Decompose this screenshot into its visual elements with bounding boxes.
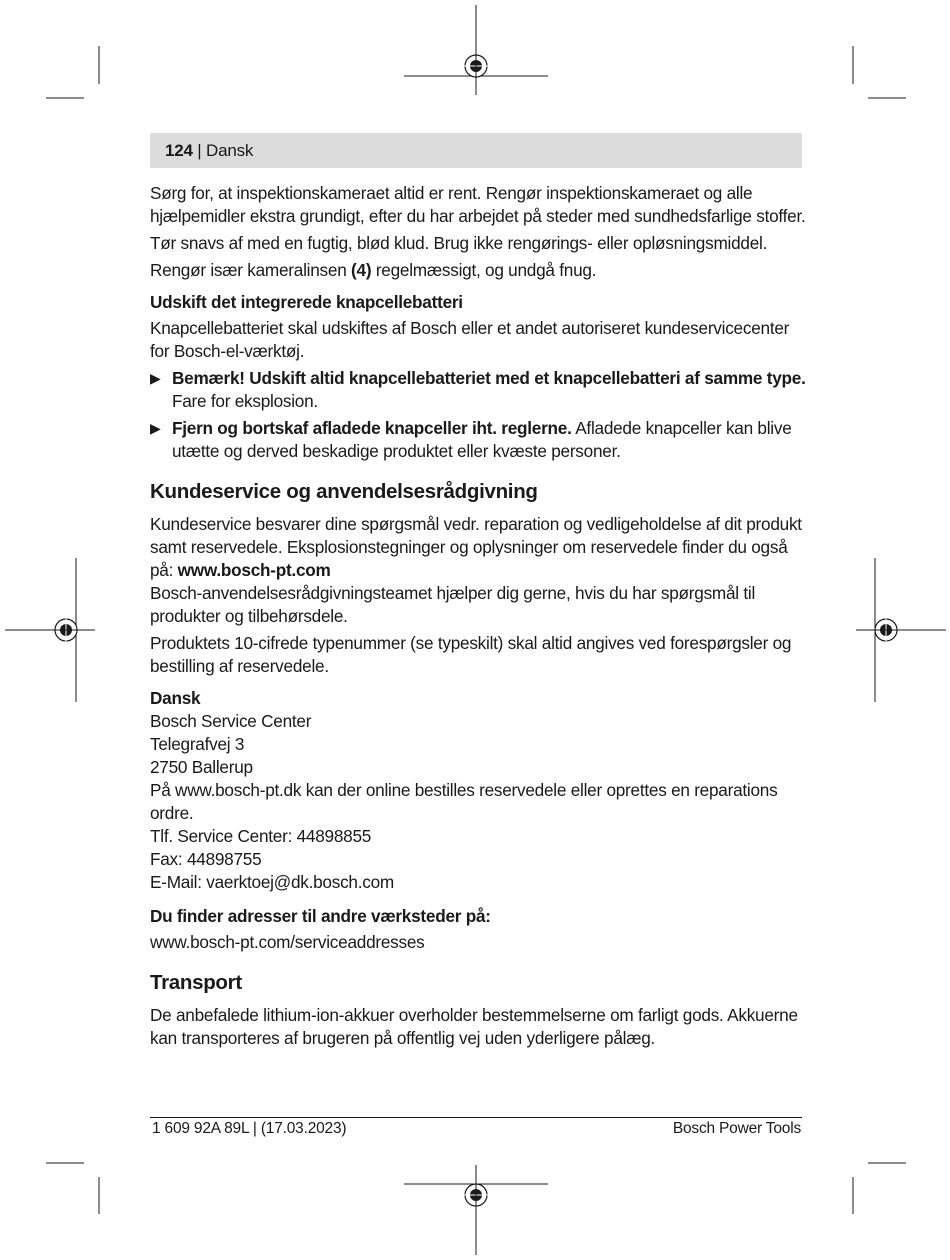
service-paragraph: Bosch-anvendelsesrådgivningsteamet hjælper dig gerne, hvis du har spørgsmål til produkter og tilbehørsdele. bbox=[150, 583, 756, 626]
page-number: 124 bbox=[165, 141, 193, 160]
address-line: Bosch Service Center bbox=[150, 711, 312, 731]
service-heading: Kundeservice og anvendelsesrådgivning bbox=[150, 480, 538, 503]
bullet-arrow-icon: ▶ bbox=[150, 420, 161, 436]
address-line: Telegrafvej 3 bbox=[150, 734, 245, 754]
page-header-text bbox=[165, 141, 253, 161]
lens-ref: (4) bbox=[351, 260, 372, 280]
header-language: Dansk bbox=[206, 141, 254, 160]
page-header bbox=[150, 133, 802, 168]
address-line: E-Mail: vaerktoej@dk.bosch.com bbox=[150, 872, 394, 892]
warning-bullet bbox=[150, 417, 810, 463]
registration-target-icon bbox=[462, 1181, 490, 1209]
registration-target-icon bbox=[872, 616, 900, 644]
warning-bold: Fjern og bortskaf afladede knapceller iht. reglerne. bbox=[172, 418, 572, 438]
header-separator: | bbox=[192, 141, 207, 160]
service-text: Kundeservice besvarer dine spørgsmål vedr. reparation og vedligeholdelse af dit produkt samt reservedele. Eksplosionstegninger og oplysninger om reservedele finder du også på: bbox=[150, 514, 802, 580]
footer-brand: Bosch Power Tools bbox=[672, 1120, 801, 1137]
address-line: På www.bosch-pt.dk kan der online bestilles reservedele eller oprettes en reparations ordre. bbox=[150, 780, 778, 823]
address-country: Dansk bbox=[150, 688, 201, 708]
lens-text: Rengør især kameralinsen bbox=[150, 260, 352, 280]
battery-heading: Udskift det integrerede knapcellebatteri bbox=[150, 292, 463, 312]
other-addresses-heading: Du finder adresser til andre værksteder på: bbox=[150, 906, 491, 926]
transport-heading: Transport bbox=[150, 971, 242, 994]
address-block bbox=[150, 687, 810, 894]
page-body bbox=[150, 182, 810, 1054]
lens-text-end: regelmæssigt, og undgå fnug. bbox=[371, 260, 597, 280]
warning-bold: Bemærk! Udskift altid knapcellebatteriet med et knapcellebatteri af samme type. bbox=[172, 368, 806, 388]
service-addresses-link[interactable]: www.bosch-pt.com/serviceaddresses bbox=[150, 932, 425, 952]
address-line: Tlf. Service Center: 44898855 bbox=[150, 826, 372, 846]
battery-text: Knapcellebatteriet skal udskiftes af Bosch eller et andet autoriseret kundeservicecenter for Bosch-el-værktøj. bbox=[150, 318, 790, 361]
cleaning-paragraph: Tør snavs af med en fugtig, blød klud. Brug ikke rengørings- eller opløsningsmiddel. bbox=[150, 233, 768, 253]
footer-rule bbox=[150, 1117, 802, 1118]
cleaning-paragraph bbox=[150, 259, 810, 282]
warning-text: Fare for eksplosion. bbox=[172, 391, 318, 411]
bullet-arrow-icon: ▶ bbox=[150, 370, 161, 386]
warning-text: Afladede knapceller kan blive utætte og derved beskadige produktet eller kvæste personer. bbox=[172, 418, 792, 461]
warning-bullet bbox=[150, 367, 810, 413]
service-paragraph bbox=[150, 513, 810, 582]
transport-text: De anbefalede lithium-ion-akkuer overholder bestemmelserne om farligt gods. Akkuerne kan transporteres af brugeren på offentlig vej uden yderligere pålæg. bbox=[150, 1005, 798, 1048]
cleaning-paragraph: Sørg for, at inspektionskameraet altid er rent. Rengør inspektionskameraet og alle hjælpemidler ekstra grundigt, efter du har arbejdet på steder med sundhedsfarlige stoffer. bbox=[150, 183, 806, 226]
bosch-link[interactable]: www.bosch-pt.com bbox=[177, 560, 331, 580]
address-line: Fax: 44898755 bbox=[150, 849, 262, 869]
service-paragraph: Produktets 10-cifrede typenummer (se typeskilt) skal altid angives ved forespørgsler og bestilling af reservedele. bbox=[150, 633, 792, 676]
footer-doc-id: 1 609 92A 89L | (17.03.2023) bbox=[152, 1120, 347, 1137]
address-line: 2750 Ballerup bbox=[150, 757, 253, 777]
